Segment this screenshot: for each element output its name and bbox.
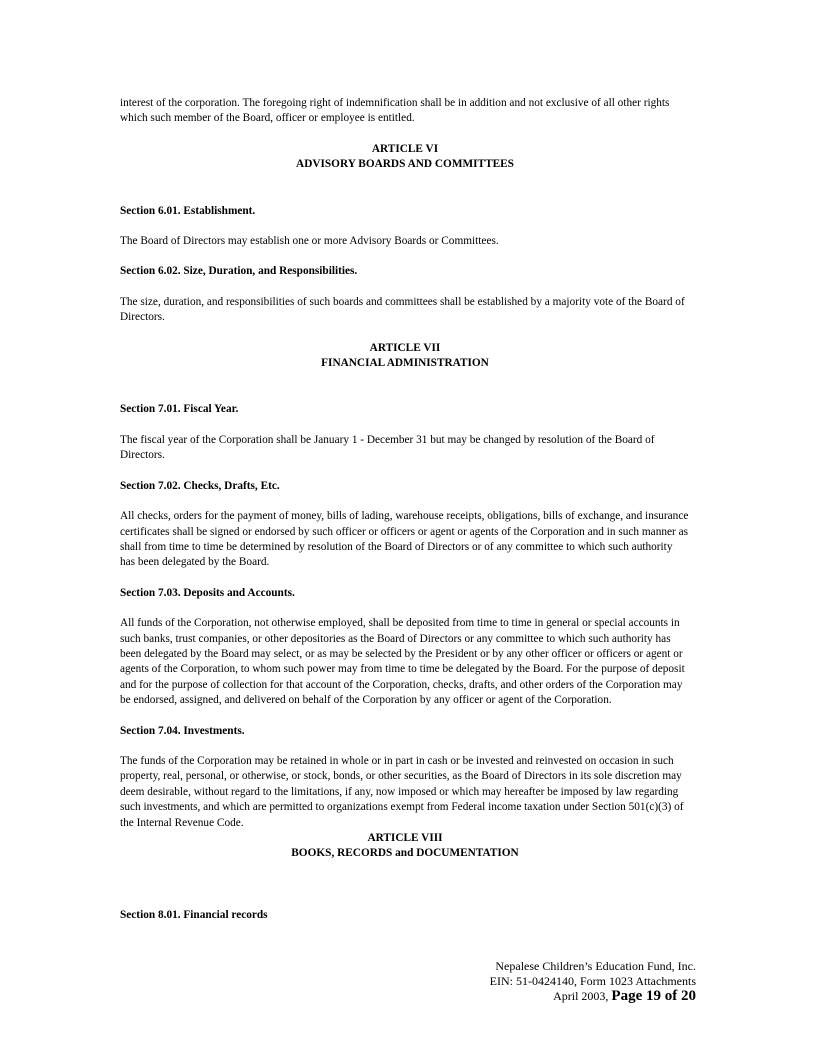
- section-title: Section 7.04. Investments.: [120, 724, 245, 737]
- article-number: ARTICLE VIII: [367, 832, 443, 844]
- article-vi-heading: [120, 142, 690, 173]
- page-number: Page 19 of 20: [611, 988, 696, 1004]
- article-title: ADVISORY BOARDS AND COMMITTEES: [296, 158, 514, 171]
- section-title: Section 7.02. Checks, Drafts, Etc.: [120, 479, 280, 492]
- article-title: BOOKS, RECORDS and DOCUMENTATION: [291, 847, 519, 860]
- paragraph: All funds of the Corporation, not otherwise employed, shall be deposited from time to time in general or special accounts in such banks, trust companies, or other depositories as the Board of Directors or any committee to which such authority has been delegated by the Board may select, or as may be selected by the President or by any other officer or officers or agent or agents of the Corporation, to whom such power may from time to time be delegated by the Board. For the purpose of deposit and for the purpose of collection for that account of the Corporation, checks, drafts, and other orders of the Corporation may be endorsed, assigned, and delivered on behalf of the Corporation by any officer or agent of the Corporation.: [120, 617, 685, 707]
- footer-ein: EIN: 51-0424140, Form 1023 Attachments: [489, 974, 696, 988]
- article-number: ARTICLE VI: [371, 142, 439, 155]
- article-viii-heading: [120, 831, 690, 862]
- article-number: ARTICLE VII: [369, 341, 441, 354]
- article-vii-heading: [120, 341, 690, 372]
- paragraph: All checks, orders for the payment of money, bills of lading, warehouse receipts, obligations, bills of exchange, and insurance certificates shall be signed or endorsed by such officer or officers or agent or agents of the Corporation and in such manner as shall from time to time be determined by resolution of the Board of Directors or of any committee to which such authority has been delegated by the Board.: [120, 510, 689, 569]
- paragraph: The size, duration, and responsibilities of such boards and committees shall be established by a majority vote of the Board of Directors.: [120, 295, 685, 324]
- footer-org: Nepalese Children’s Education Fund, Inc.: [495, 959, 696, 973]
- section-title: Section 8.01. Financial records: [120, 908, 268, 921]
- paragraph: The funds of the Corporation may be retained in whole or in part in cash or be invested and reinvested on occasion in such property, real, personal, or otherwise, or stock, bonds, or other securities, as the Board of Directors in its sole discretion may deem desirable, without regard to the limitations, if any, now imposed or which may hereafter be imposed by law regarding such investments, and which are permitted to organizations exempt from Federal income taxation under Section 501(c)(3) of the Internal Revenue Code.: [120, 754, 684, 829]
- paragraph: The fiscal year of the Corporation shall be January 1 - December 31 but may be changed by resolution of the Board of Directors.: [120, 433, 655, 462]
- footer-page-line: [376, 989, 696, 1004]
- section-title: Section 6.02. Size, Duration, and Responsibilities.: [120, 265, 358, 278]
- paragraph-indemnification-end: interest of the corporation. The foregoing right of indemnification shall be in addition and not exclusive of all other rights which such member of the Board, officer or employee is entitled.: [120, 97, 670, 125]
- section-title: Section 7.01. Fiscal Year.: [120, 403, 239, 416]
- page-footer: [376, 959, 696, 1004]
- paragraph: The Board of Directors may establish one or more Advisory Boards or Committees.: [120, 235, 499, 248]
- document-body: [120, 96, 690, 923]
- section-title: Section 6.01. Establishment.: [120, 204, 256, 217]
- section-title: Section 7.03. Deposits and Accounts.: [120, 586, 295, 599]
- footer-date: April 2003,: [553, 989, 609, 1003]
- article-title: FINANCIAL ADMINISTRATION: [321, 357, 489, 370]
